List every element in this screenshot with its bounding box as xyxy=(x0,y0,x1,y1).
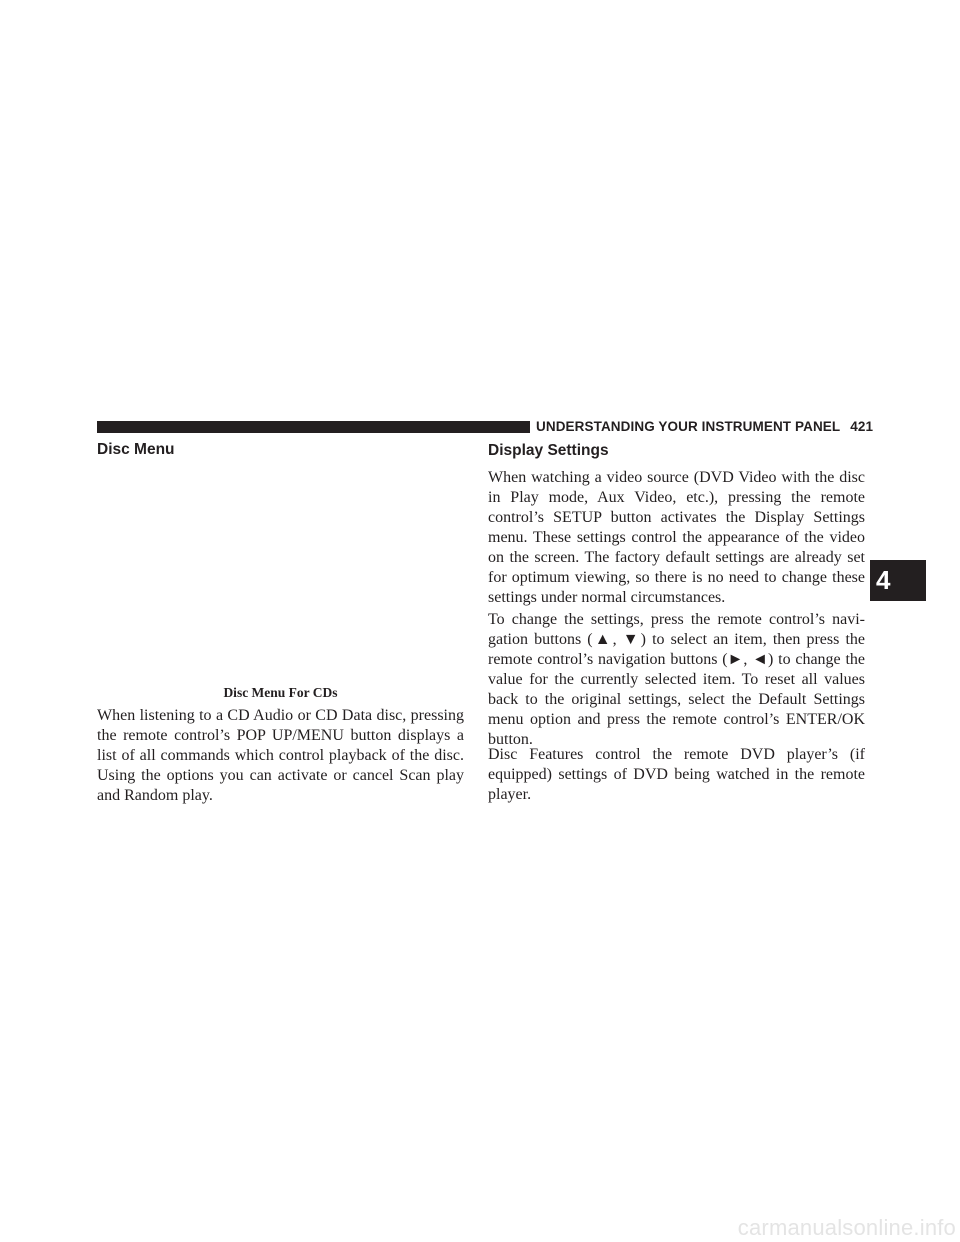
figure-caption: Disc Menu For CDs xyxy=(223,685,338,700)
header-section-title: UNDERSTANDING YOUR INSTRUMENT PANEL xyxy=(536,419,841,434)
chapter-tab: 4 xyxy=(870,560,926,601)
page-number: 421 xyxy=(850,419,874,434)
display-settings-heading: Display Settings xyxy=(488,442,609,459)
running-header xyxy=(536,419,873,434)
disc-menu-figure xyxy=(97,466,464,681)
disc-menu-heading: Disc Menu xyxy=(97,441,175,458)
disc-menu-paragraph: When listening to a CD Audio or CD Data disc, pressing the remote control’s POP UP/MENU button displays a list of all commands which control playback of the disc. Using the options you can activate or cancel Scan play and Random play. xyxy=(97,707,464,804)
display-settings-paragraph-3: Disc Features control the remote DVD player’s (if equipped) settings of DVD being watched in the remote player. xyxy=(488,746,865,803)
display-settings-paragraph-2: To change the settings, press the remote control’s navi-gation buttons (▲, ▼) to select an item, then press the remote control’s navigation buttons (►, ◄) to change the value for the currently selected item. To reset all values back to the original settings, select the Default Settings menu option and press the remote control’s ENTER/OK button. xyxy=(488,611,865,748)
header-rule xyxy=(97,421,530,433)
display-settings-paragraph-1: When watching a video source (DVD Video with the disc in Play mode, Aux Video, etc.), pressing the remote control’s SETUP button activates the Display Settings menu. These settings control the appearance of the video on the screen. The factory default settings are already set for optimum viewing, so there is no need to change these settings under normal circumstances. xyxy=(488,469,865,606)
watermark: carmanualsonline.info xyxy=(737,1215,956,1240)
